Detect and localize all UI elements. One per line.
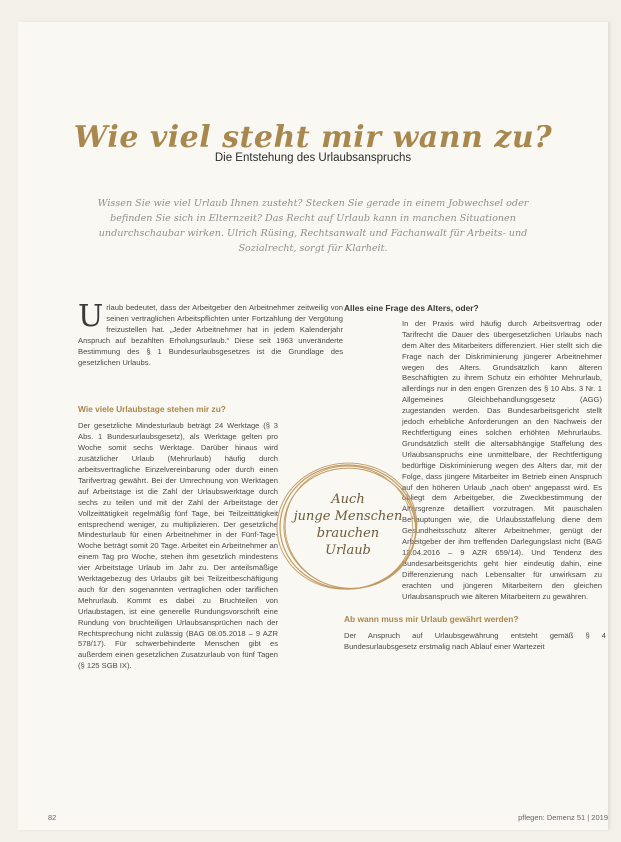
right-paragraph-1: In der Praxis wird häufig durch Arbeitsvertrag oder Tarifrecht die Dauer des übergesetzlichen Urlaubs nach dem Alter des Mitarbeiters differenziert. Hier stellt sich die Frage nach der Diskriminierung jüngerer Arbeitnehmer wegen des Alters. Grundsätzlich kann älteren Beschäftigten zu ihrem Schutz ein erhöhter Mehrurlaub, allerdings nur in den engen Grenzen des § 10 Abs. 3 Nr. 1 Allgemeines Gleichbehandlungsgesetz (AGG) zugestanden werden. Das Bundesarbeitsgericht stellt jedoch erhebliche Anforderungen an den Nachweis der Rechtfertigung eines solchen erhöhten Mehrurlaubs. Grundsätzlich stellt die altersabhängige Staffelung des Urlaubsanspruchs eine unmittelbare, der Rechtfertigung bedürftige Diskriminierung wegen des Alters dar, mit der Folge, dass jüngere Mitarbeiter im Betrieb einen Anspruch auf den höheren Urlaub „nach oben“ angepasst wird. Es obliegt dem Arbeitgeber, die Zweckbestimmung der Altersgrenze detailliert vorzutragen. Mit pauschalen Behauptungen wie, die Urlaubsstaffelung diene dem Gesundheitsschutz älterer Arbeitnehmer, genügt der Arbeitgeber der ihm treffenden Darlegungslast nicht (BAG 12.04.2016 – 9 AZR 659/14). Und Tendenz des Bundesarbeitsgerichts geht hier eindeutig dahin, eine Differenzierung nach Lebensalter für unwirksam zu erachten und jüngeren Mitarbeitern den gleichen Urlaubsanspruch wie älteren Mitarbeitern zu gewähren. [402,318,602,601]
article-title: Wie viel steht mir wann zu? [73,120,553,156]
right-paragraph-2: Der Anspruch auf Urlaubsgewährung entsteht gemäß § 4 Bundesurlaubsgesetz erstmalig nach Ablauf einer Wartezeit [344,631,606,652]
article-intro: Wissen Sie wie viel Urlaub Ihnen zusteht? Stecken Sie gerade in einem Jobwechsel oder befinden Sie sich in Elternzeit? Das Recht auf Urlaub kann in manchen Situationen undurchschaubar wirken. Ulrich Rüsing, Rechtsanwalt und Fachanwalt für Arbeits- und Sozialrecht, sorgt für Klarheit. [97,198,529,254]
paragraph-1-text: rlaub bedeutet, dass der Arbeitgeber den Arbeitnehmer zeitweilig von seinen vertraglichen Arbeitspflichten unter Fortzahlung der Vergütung freizustellen hat. „Jeder Arbeitnehmer hat in jedem Kalenderjahr Anspruch auf bezahlten Erholungsurlaub.“ Diese seit 1963 unveränderte Bestimmung des § 1 Bundesurlaubsgesetzes ist die Grundlage des gesetzlichen Urlaubs. [78,303,343,367]
quote-line-4: Urlaub [325,543,371,558]
drop-cap: U [78,299,104,334]
quote-line-3: brauchen [316,526,380,541]
section-heading-when: Ab wann muss mir Urlaub gewährt werden? [344,614,519,625]
section-heading-age: Alles eine Frage des Alters, oder? [344,303,479,313]
section-heading-vacation-days: Wie viele Urlaubstage stehen mir zu? [78,404,226,415]
quote-line-1: Auch [331,492,365,507]
intro-paragraph [78,299,343,368]
paragraph-2: Der gesetzliche Mindesturlaub beträgt 24 Werktage (§ 3 Abs. 1 Bundesurlaubsgesetz), als Werktage gelten pro Woche somit sechs Werktage. Darüber hinaus wird zusätzlicher Urlaub (Mehrurlaub) häufig durch arbeitsvertragliche Einzelvereinbarung oder durch einen Tarifvertrag gewährt. Bei der Umrechnung von Werktagen auf Arbeitstage ist die Zahl der Urlaubswerktage durch sechs zu teilen und mit der Zahl der Arbeitstage der Vollzeittätigkeit regelmäßig fünf Tage, bei Teilzeittätigkeit entsprechend weniger, zu multiplizieren. Der gesetzliche Mindesturlaub für einen Arbeitnehmer in der Fünf-Tage-Woche beträgt somit 20 Tage. Arbeitet ein Arbeitnehmer an einem Tag pro Woche, stehen ihm gesetzlich mindestens vier Arbeitstage Urlaub im Jahr zu. Der anteilsmäßige Werktagebezug des Urlaubs gilt bei Teilzeitbeschäftigung auch für den sogenannten vertraglichen oder tariflichen Mehrurlaub. Kommt es dabei zu Bruchteilen von Urlaubstagen, ist eine generelle Rundungsvorschrift eine Rundung von bruchteiligen Urlaubsansprüchen nach der Rechtsprechung nicht zulässig (BAG 08.05.2018 – 9 AZR 578/17). Für schwerbehinderte Menschen gibt es außerdem einen gesetzlichen Zusatzurlaub von fünf Tagen (§ 125 SGB IX). [78,421,278,671]
pull-quote-text [273,491,423,559]
pull-quote [273,457,423,597]
magazine-name: pflegen: Demenz 51 | 2019 [518,813,608,822]
article-subtitle: Die Entstehung des Urlaubsanspruchs [214,152,412,164]
page-number: 82 [48,813,57,822]
magazine-page [18,22,608,830]
quote-line-2: junge Menschen [293,509,403,524]
